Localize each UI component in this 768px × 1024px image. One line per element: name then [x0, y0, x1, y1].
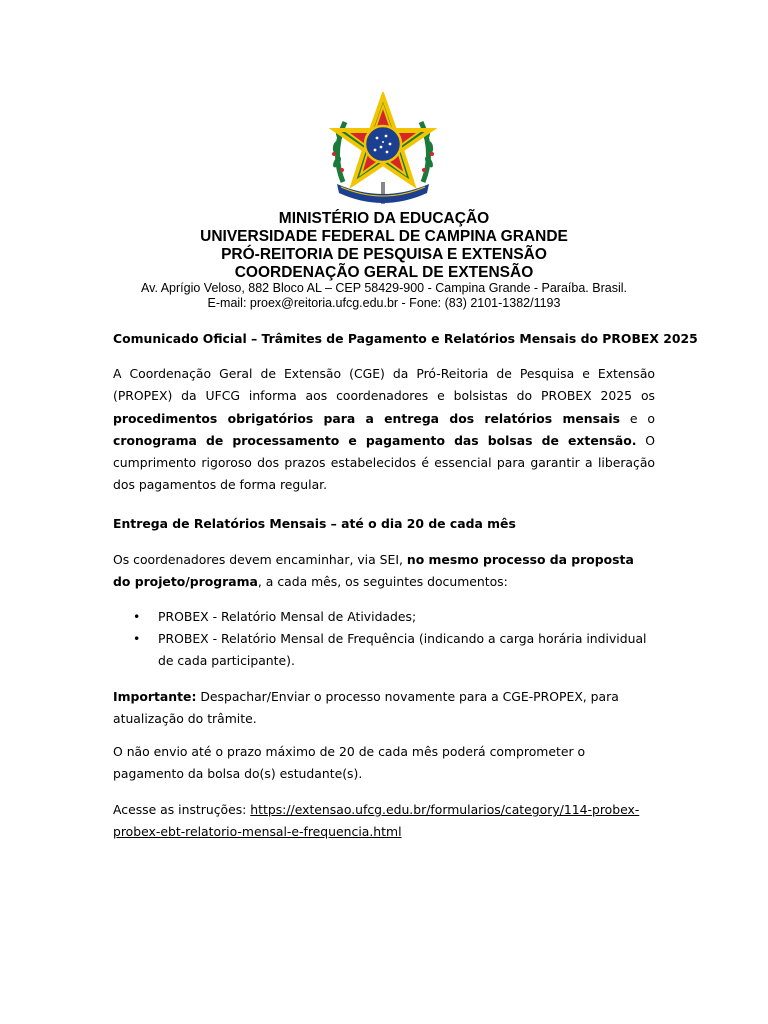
- intro-paragraph: [113, 363, 655, 497]
- important-text: Despachar/Enviar o processo novamente para a CGE-PROPEX, para atualização do trâmite.: [113, 689, 619, 727]
- instructions-paragraph: [113, 799, 643, 844]
- pro-rectorate-title: PRÓ-REITORIA DE PESQUISA E EXTENSÃO: [221, 246, 547, 263]
- ministry-title: MINISTÉRIO DA EDUCAÇÃO: [278, 210, 490, 227]
- address-line: Av. Aprígio Veloso, 882 Bloco AL – CEP 58429-900 - Campina Grande - Paraíba. Brasil.: [141, 281, 627, 295]
- instruction-text: Os coordenadores devem encaminhar, via SEI,: [113, 552, 407, 567]
- warning-paragraph: O não envio até o prazo máximo de 20 de cada mês poderá comprometer o pagamento da bolsa do(s) estudante(s).: [113, 744, 586, 782]
- intro-bold-schedule: cronograma de processamento e pagamento das bolsas de extensão.: [113, 432, 637, 448]
- contact-line: E-mail: proex@reitoria.ufcg.edu.br - Fone: (83) 2101-1382/1193: [207, 296, 561, 310]
- section-instruction: [113, 549, 655, 594]
- list-item: [113, 628, 658, 672]
- intro-bold-procedures: procedimentos obrigatórios para a entrega dos relatórios mensais: [113, 410, 620, 426]
- document-subject: Comunicado Oficial – Trâmites de Pagamento e Relatórios Mensais do PROBEX 2025: [113, 331, 698, 346]
- intro-text: e o: [619, 410, 655, 426]
- instruction-text: , a cada mês, os seguintes documentos:: [257, 574, 508, 590]
- document-item: PROBEX - Relatório Mensal de Atividades;: [158, 609, 417, 624]
- coat-of-arms-emblem: [323, 92, 443, 210]
- instruction-bold: no mesmo processo da proposta do projeto/programa: [113, 552, 634, 590]
- list-item: [113, 606, 658, 628]
- documents-list: [113, 606, 658, 672]
- coordination-title: COORDENAÇÃO GERAL DE EXTENSÃO: [234, 264, 534, 281]
- intro-text: A Coordenação Geral de Extensão (CGE) da Pró-Reitoria de Pesquisa e Extensão (PROPEX) da UFCG informa aos coordenadores e bolsistas do PROBEX 2025 os: [113, 366, 655, 404]
- important-note: [113, 686, 655, 731]
- instructions-link[interactable]: https://extensao.ufcg.edu.br/formularios/category/114-probex-probex-ebt-relatorio-mensal-e-frequencia.html: [113, 802, 640, 840]
- document-item: PROBEX - Relatório Mensal de Frequência (indicando a carga horária individual de cada participante).: [158, 631, 647, 668]
- important-label: Importante:: [113, 689, 197, 704]
- university-title: UNIVERSIDADE FEDERAL DE CAMPINA GRANDE: [200, 228, 568, 245]
- instructions-label: Acesse as instruções:: [113, 802, 251, 817]
- bullet-icon: •: [133, 609, 141, 624]
- bullet-icon: •: [133, 631, 141, 646]
- intro-text: O cumprimento rigoroso dos prazos estabelecidos é essencial para garantir a liberação dos pagamentos de forma regular.: [113, 432, 655, 493]
- section-title: Entrega de Relatórios Mensais – até o dia 20 de cada mês: [113, 516, 516, 531]
